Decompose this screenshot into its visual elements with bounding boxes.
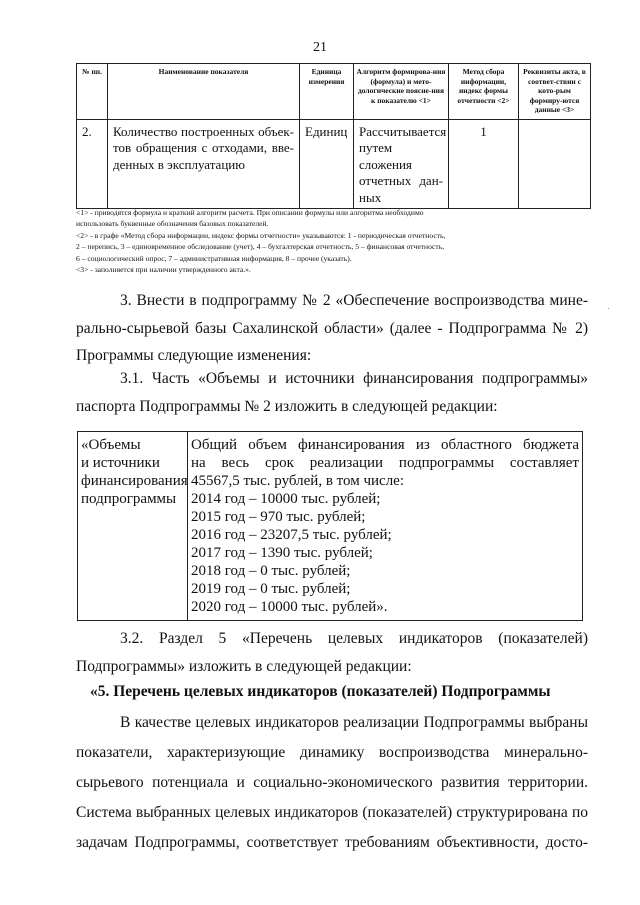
paragraph-line: паспорта Подпрограммы № 2 изложить в следующей редакции: <box>76 397 498 415</box>
finance-value-line: на весь срок реализации подпрограммы составляет <box>191 455 579 471</box>
finance-value-line: 2017 год – 1390 тыс. рублей; <box>191 545 373 561</box>
header-num: № пп. <box>77 64 108 120</box>
paragraph-line: задачам Подпрограммы, соответствует требованиям объективности, досто- <box>76 834 588 851</box>
row-unit: Единиц <box>300 119 354 209</box>
footnote-line: 2 – перепись, 3 – единовременное обследование (учет), 4 – бухгалтерская отчетность, 5 – финансовая отчетность, <box>76 242 445 252</box>
paragraph-3 <box>76 287 588 370</box>
finance-value-line: 2016 год – 23207,5 тыс. рублей; <box>191 527 392 543</box>
row-algo-line: ных <box>359 189 382 205</box>
scan-speck <box>608 308 609 309</box>
row-requisites <box>519 119 591 209</box>
header-algorithm: Алгоритм формирова-ния (формула) и мето-дологические поясне-ния к показателю <1> <box>354 64 449 120</box>
footnotes <box>76 207 592 275</box>
finance-value-line: 2015 год – 970 тыс. рублей; <box>191 509 366 525</box>
table-row <box>78 432 583 621</box>
footnote-line: <2> - в графе «Метод сбора информации, индекс формы отчетности» указываются: 1 - периодическая отчетность, <box>76 230 446 240</box>
finance-label-line: «Объемы <box>81 437 141 453</box>
row-algorithm <box>354 119 449 209</box>
finance-label <box>78 432 188 621</box>
section-heading: «5. Перечень целевых индикаторов (показателей) Подпрограммы <box>90 683 551 700</box>
header-name: Наименование показателя <box>108 64 300 120</box>
paragraph-line: Система выбранных целевых индикаторов (показателей) структурирована по <box>76 804 588 821</box>
header-method: Метод сбора информации, индекс формы отчетности <2> <box>449 64 519 120</box>
finance-value-line: 2014 год – 10000 тыс. рублей; <box>191 491 381 507</box>
page-number: 21 <box>313 40 327 55</box>
paragraph-line: сырьевого потенциала и социально-экономического развития территории. <box>76 774 588 791</box>
row-algo-line: Рассчитывается <box>359 123 447 139</box>
paragraph-3-2 <box>76 625 588 680</box>
row-name-line: Количество построенных объек- <box>113 123 294 139</box>
finance-value-line: 45567,5 тыс. рублей, в том числе: <box>191 473 405 489</box>
paragraph-line: рально-сырьевой базы Сахалинской области» (далее - Подпрограмма № 2) <box>76 319 588 337</box>
finance-label-line: финансирования <box>81 473 188 489</box>
row-num: 2. <box>77 119 108 209</box>
row-name-line: тов обращения с отходами, вве- <box>113 140 294 155</box>
paragraph-line: 3. Внести в подпрограмму № 2 «Обеспечение воспроизводства мине- <box>120 292 588 309</box>
table-row <box>77 119 591 209</box>
footnote-line: использовать буквенные обозначения базовых показателей. <box>76 219 269 229</box>
paragraph-line: Программы следующие изменения: <box>76 347 312 364</box>
paragraph-line: 3.1. Часть «Объемы и источники финансирования подпрограммы» <box>120 370 588 387</box>
row-algo-line: путем сложения <box>359 140 412 172</box>
header-unit: Единица измерения <box>300 64 354 120</box>
finance-value <box>188 432 583 621</box>
header-requisites: Реквизиты акта, в соответ-ствии с кото-рым формиру-ются данные <3> <box>519 64 591 120</box>
paragraph-line: показатели, характеризующие динамику воспроизводства минерально- <box>76 744 588 761</box>
row-method: 1 <box>449 119 519 209</box>
paragraph-body <box>76 708 588 858</box>
finance-value-line: 2018 год – 0 тыс. рублей; <box>191 563 351 579</box>
finance-label-line: подпрограммы <box>81 491 177 507</box>
paragraph-line: 3.2. Раздел 5 «Перечень целевых индикаторов (показателей) <box>120 630 588 647</box>
indicator-table <box>76 63 591 209</box>
finance-table <box>77 431 583 621</box>
indicator-table-header-row <box>77 64 591 120</box>
footnote-line: <3> - заполняется при наличии утвержденного акта.». <box>76 265 251 275</box>
footnote-line: <1> - приводятся формула и краткий алгоритм расчета. При описании формулы или алгоритма необходимо <box>76 208 424 217</box>
finance-value-line: 2019 год – 0 тыс. рублей; <box>191 581 351 597</box>
row-name <box>108 119 300 209</box>
finance-value-line: Общий объем финансирования из областного бюджета <box>191 437 579 453</box>
paragraph-line: В качестве целевых индикаторов реализации Подпрограммы выбраны <box>120 714 588 731</box>
finance-label-line: и источники <box>81 455 160 471</box>
row-algo-line: отчетных дан- <box>359 173 443 188</box>
footnote-line: 6 – социологический опрос, 7 – административная информация, 8 – прочее (указать). <box>76 253 352 263</box>
row-name-line: денных в эксплуатацию <box>113 156 245 172</box>
paragraph-3-1 <box>76 365 588 420</box>
paragraph-line: Подпрограммы» изложить в следующей редакции: <box>76 657 412 675</box>
finance-value-line: 2020 год – 10000 тыс. рублей». <box>191 599 388 615</box>
